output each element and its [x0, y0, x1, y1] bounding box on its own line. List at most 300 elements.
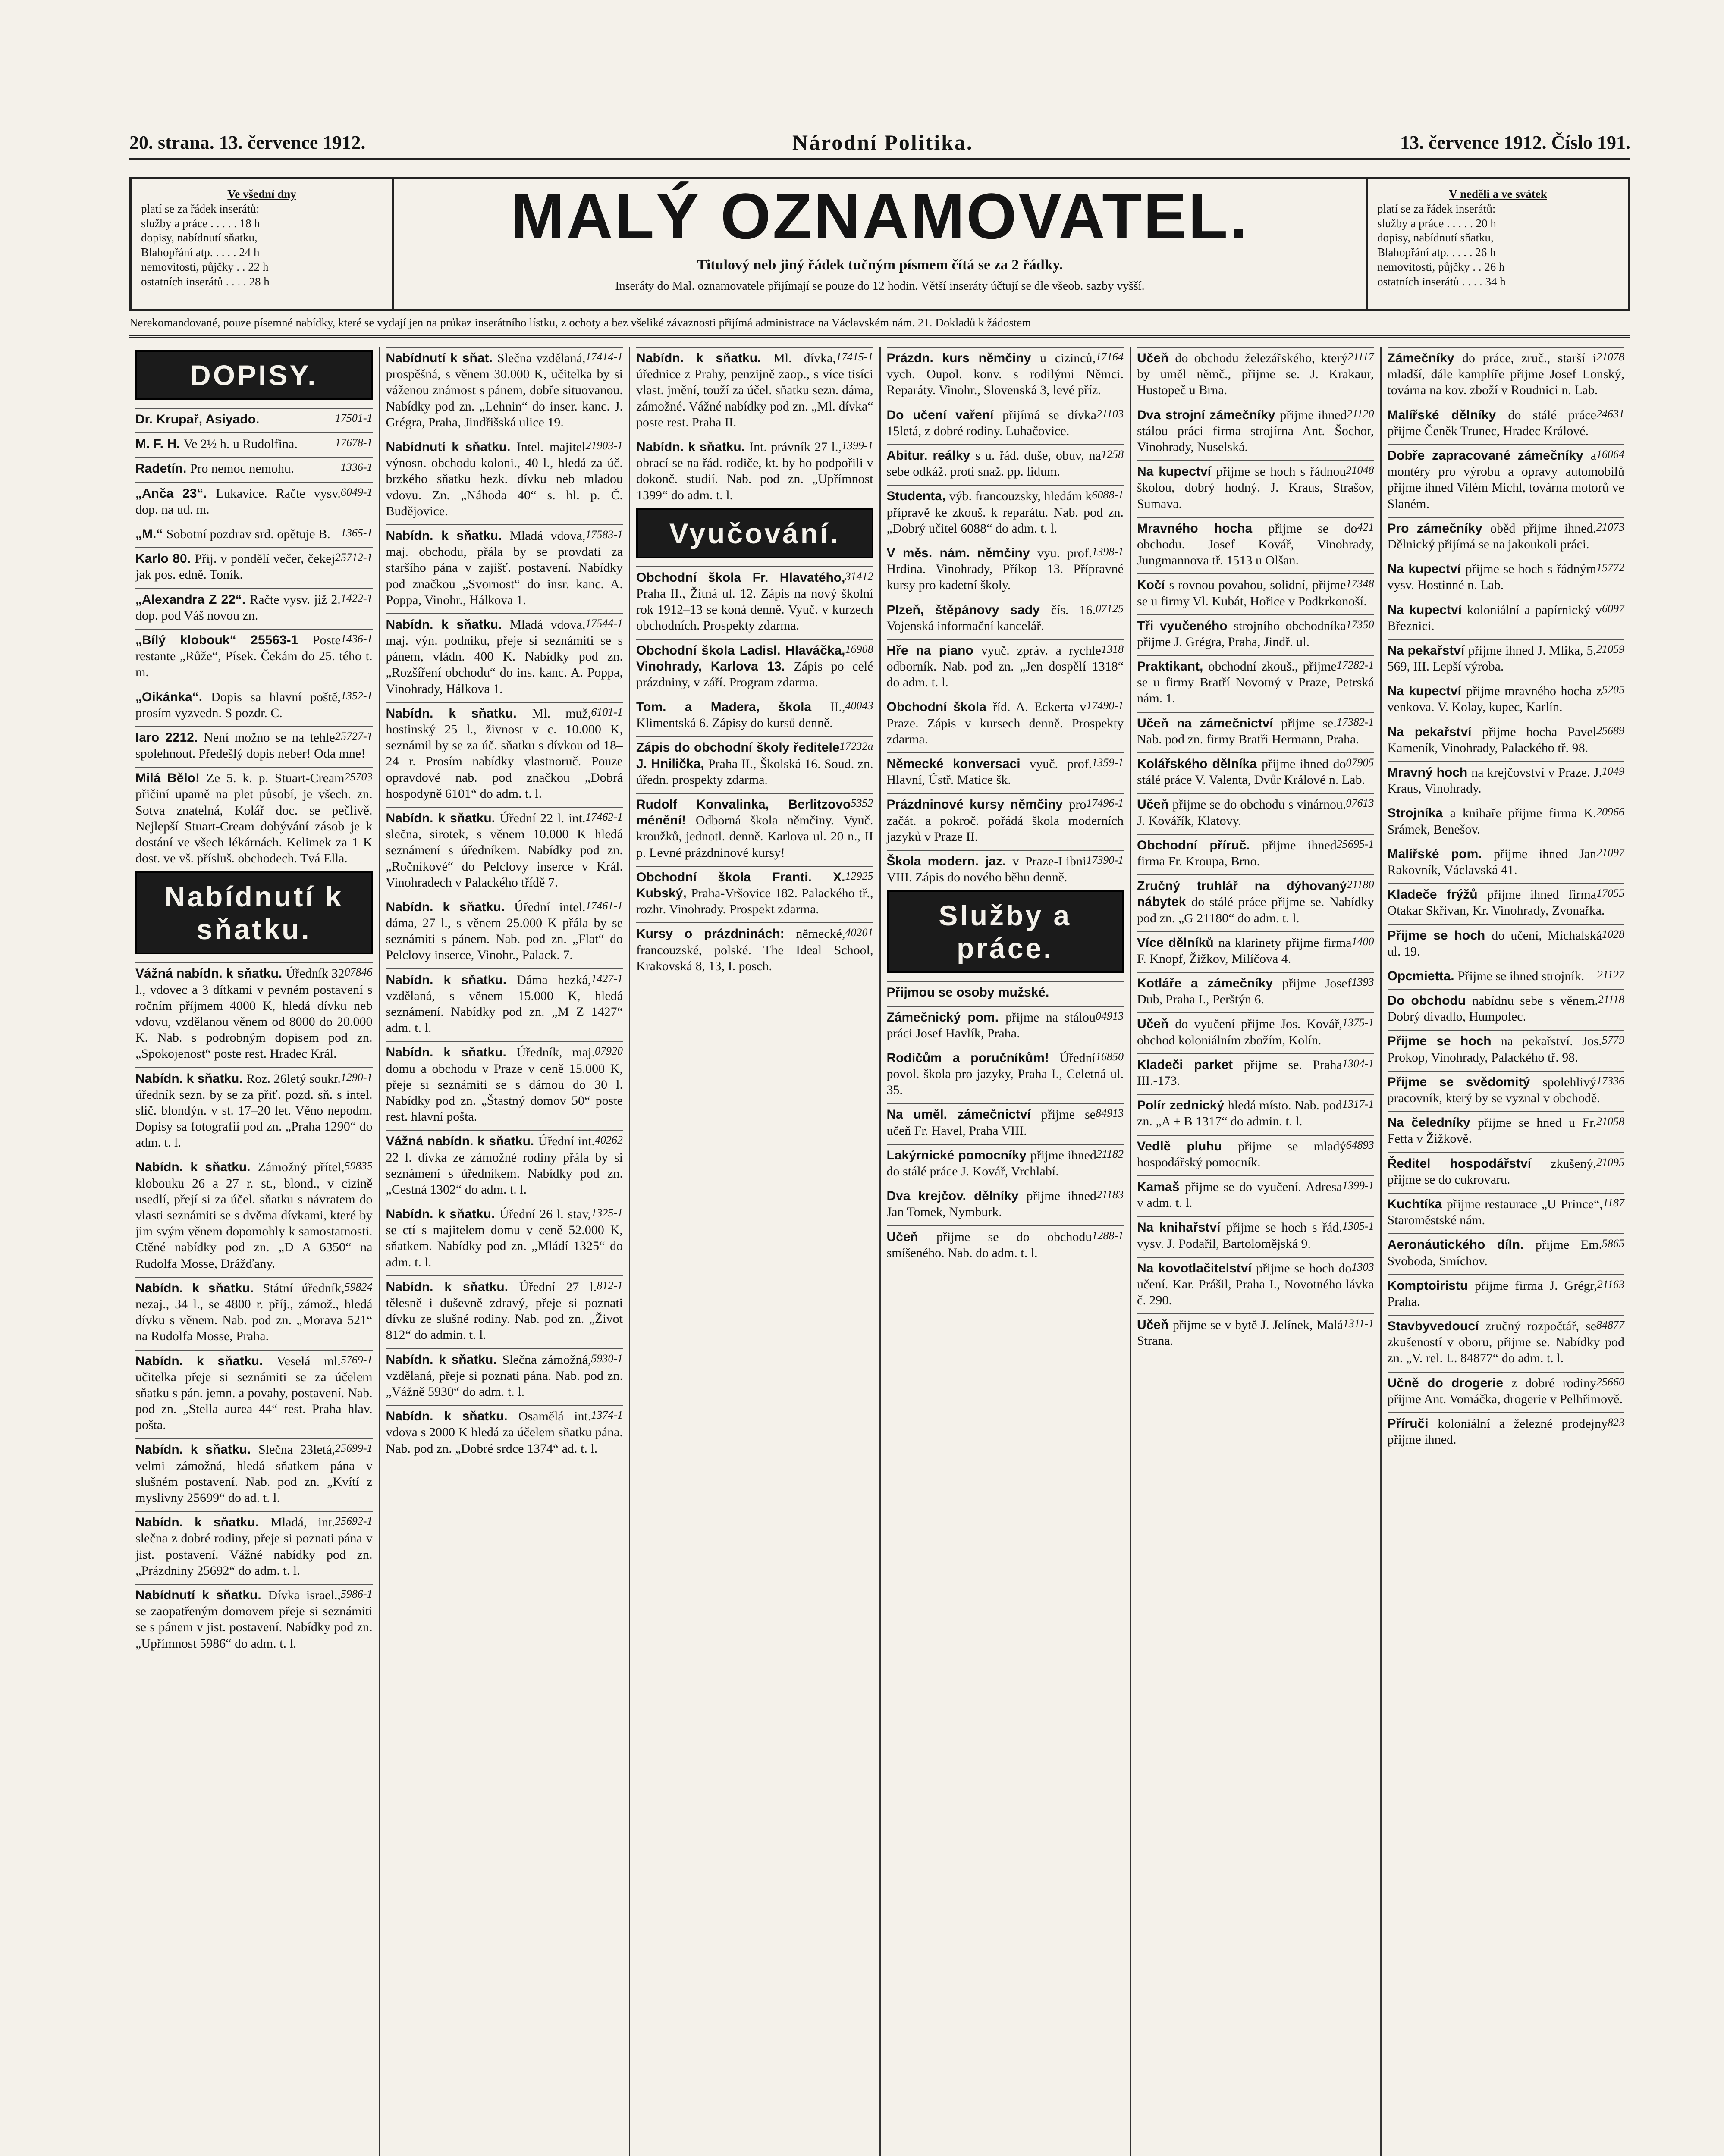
ad-number: 1305-1	[1342, 1220, 1374, 1233]
classified-ad	[135, 1350, 373, 1433]
ad-heading: Vedlě pluhu	[1137, 1139, 1238, 1153]
ad-text: Slečna vzdělaná, prospěšná, s věnem 30.000 K, učitelka by si váženou známost s pánem, dobře situovanou. Nabídky pod zn. „Lehnin“ do inser. kanc. J. Grégra, Praha, Jindřišská ulice 19.	[386, 351, 623, 429]
classified-ad	[1137, 1012, 1374, 1048]
classified-ad	[1388, 347, 1625, 398]
ad-text: přijme ihned do stálé práce V. Valenta, Dvůr Králové n. Lab.	[1137, 757, 1365, 787]
ad-number: 17055	[1596, 887, 1624, 900]
ad-text: Poste restante „Růže“, Písek. Čekám do 25. tého t. m.	[135, 633, 373, 680]
ad-text: Úřední int. 22 l. dívka ze zámožné rodiny přála by si seznámení s úředníkem. Nabídky pod zn. „Cestná 1302“ do adm. t. l.	[386, 1134, 623, 1197]
ad-heading: Dva krejčov. dělníky	[886, 1189, 1027, 1203]
ad-heading: Na kupectví	[1387, 602, 1467, 617]
classified-ad	[1388, 1315, 1625, 1366]
ad-heading: Německé konversaci	[886, 757, 1030, 771]
ad-number: 1374-1	[591, 1409, 623, 1422]
ad-heading: Učeň na zámečnictví	[1137, 716, 1281, 730]
classified-ad	[887, 444, 1124, 479]
ad-text: čís. 16. Vojenská informační kancelář.	[886, 602, 1096, 633]
ad-number: 21095	[1596, 1156, 1624, 1169]
rates-holiday-head: V neděli a ve svátek	[1449, 188, 1547, 201]
ad-number: 25689	[1596, 724, 1624, 737]
ad-text: Int. právník 27 l., obrací se na řád. rodiče, kt. by ho podpořili v dokonč. studií. Nab. pod zn. „Upřímnost 1399“ do adm. t. l.	[636, 440, 873, 502]
ad-number: 25695-1	[1336, 837, 1374, 850]
ad-text: II., Klimentská 6. Zápisy do kursů denně.	[636, 700, 845, 730]
ad-text: s rovnou povahou, solidní, přijme se u firmy Vl. Kubát, Hořice v Podkrkonoší.	[1137, 578, 1367, 608]
ad-heading: Vážná nabídn. k sňatku.	[135, 966, 286, 981]
ad-text: Státní úředník, nezaj., 34 l., se 4800 r. příj., zámož., hledá dívku s věnem. Nab. pod zn. „Morava 521“ na Rudolfa Mosse, Praha.	[135, 1281, 373, 1344]
ad-text: do učení, Michalská ul. 19.	[1387, 928, 1602, 959]
ad-heading: Mravný hoch	[1387, 765, 1472, 780]
ad-heading: „M.“	[135, 527, 166, 542]
rates-holiday-line: nemovitosti, půjčky . . 26 h	[1377, 260, 1505, 273]
ad-heading: Na knihařství	[1137, 1220, 1226, 1235]
ad-number: 17382-1	[1336, 715, 1374, 728]
ad-heading: Kamaš	[1137, 1179, 1185, 1194]
ad-number: 1365-1	[340, 526, 373, 539]
ad-text: přijme ihned firma Fr. Kroupa, Brno.	[1137, 838, 1337, 868]
ad-text: přijme se v bytě J. Jelínek, Malá Strana.	[1137, 1318, 1343, 1348]
ad-text: pro začát. a pokroč. pořádá škola moderních jazyků v Praze II.	[886, 797, 1124, 844]
ad-text: přijme se do obchodu smíšeného. Nab. do adm. t. l.	[886, 1229, 1092, 1260]
classified-ad	[1137, 614, 1374, 650]
ad-heading: Nabídn. k sňatku.	[636, 351, 774, 366]
ad-heading: Opcmietta.	[1387, 968, 1458, 983]
ad-heading: Zručný truhlář na dýhovaný nábytek	[1137, 879, 1347, 909]
ad-text: přijme hocha Pavel Kameník, Vinohrady, Palackého tř. 98.	[1387, 724, 1596, 755]
classified-ad	[636, 566, 873, 634]
classified-ad	[887, 981, 1124, 1000]
classified-ad	[887, 1006, 1124, 1041]
ad-heading: Nabídn. k sňatku.	[386, 617, 510, 632]
ad-heading: Kočí	[1137, 578, 1169, 592]
ad-heading: Na kupectví	[1137, 464, 1216, 479]
ad-column	[1382, 347, 1631, 2156]
ad-text: vyu. prof. Hrdina. Vinohrady, Příkop 13. Přípravné kursy pro kadetní školy.	[886, 545, 1124, 592]
classified-ad	[135, 1438, 373, 1506]
ad-number: 6101-1	[591, 705, 623, 718]
classified-ad	[1137, 460, 1374, 512]
ad-text: Zámožný přítel, klobouku 26 a 27 r. st., blond., v cizině usedlí, přejí si za účel. sňatku s návratem do vlasti seznámiti se s dvěma dívkami, které by jim svým věnem dopomohly k samostatnosti. Ctěné nabídky pod zn. „D A 6350“ na Rudolfa Mosse, Drážďany.	[135, 1160, 373, 1271]
ad-heading: Aeronáutického díln.	[1387, 1238, 1536, 1252]
ad-text: Úřední povol. škola pro jazyky, Praha I., Celetná ul. 35.	[886, 1050, 1124, 1097]
ad-text: Zápis po celé prázdniny, v září. Program zdarma.	[636, 659, 873, 689]
ad-number: 1187	[1602, 1196, 1624, 1209]
ad-number: 21180	[1347, 878, 1374, 891]
ad-text: a montéry pro výrobu a opravy automobilů přijme ihned Vilém Michl, továrna motorů ve Slaném.	[1387, 448, 1624, 511]
ad-text: v Praze-Libni VIII. Zápis do nového běhu denně.	[886, 854, 1087, 885]
ad-text: Úřední 27 l. tělesně i duševně zdravý, přeje si poznati dívku ze slušné rodiny. Nab. pod zn. „Život 812“ do admin. t. l.	[386, 1279, 623, 1342]
running-header	[129, 129, 1630, 160]
classified-ad	[135, 432, 373, 452]
ad-heading: Rodičům a poručníkům!	[886, 1050, 1060, 1065]
ad-text: výb. francouzsky, hledám k přípravě ke zkouš. k reparátu. Nab. pod zn. „Dobrý učitel 6088“ do adm. t. l.	[886, 489, 1124, 536]
ad-number: 40043	[845, 699, 873, 712]
classified-ad	[135, 629, 373, 680]
ad-text: na pekařství. Jos. Prokop, Vinohrady, Palackého tř. 98.	[1387, 1034, 1602, 1065]
masthead-center	[394, 179, 1366, 309]
ad-number: 1303	[1351, 1260, 1374, 1273]
ad-heading: Nabídn. k sňatku.	[135, 1281, 263, 1295]
ad-number: 1427-1	[591, 972, 623, 985]
ad-number: 25660	[1596, 1375, 1624, 1388]
ad-text: říd. A. Eckerta v Praze. Zápis v kursech denně. Prospekty zdarma.	[886, 700, 1124, 746]
ad-text: Sobotní pozdrav srd. opětuje B.	[166, 527, 330, 542]
ad-column	[881, 347, 1131, 2156]
rates-holiday	[1366, 179, 1628, 309]
classified-ad	[887, 485, 1124, 536]
ad-number: 07125	[1096, 602, 1124, 615]
classified-ad	[1388, 1372, 1625, 1407]
ad-number: 21903-1	[585, 439, 623, 452]
ad-heading: Prázdninové kursy němčiny	[886, 797, 1069, 812]
ad-number: 17415-1	[835, 351, 873, 364]
header-left: 20. strana. 13. července 1912.	[129, 132, 366, 153]
ad-heading: Nabídn. k sňatku.	[135, 1354, 277, 1368]
ad-text: a knihaře přijme firma K. Srámek, Benešov.	[1387, 806, 1597, 837]
ad-text: přijme se hned u Fr. Fetta v Žižkově.	[1387, 1116, 1597, 1146]
ad-heading: Obchodní škola	[886, 700, 993, 714]
ad-number: 1399-1	[841, 439, 873, 452]
classified-ad	[135, 547, 373, 583]
classified-ad	[1137, 972, 1374, 1007]
ad-number: 07920	[595, 1045, 623, 1058]
ad-text: Pro nemoc nemohu.	[190, 461, 294, 476]
ad-heading: Na uměl. zámečnictví	[886, 1107, 1041, 1122]
masthead-note: Inseráty do Mal. oznamovatele přijímají se pouze do 12 hodin. Větší inseráty účtují se dle všeob. sazby vyšší.	[615, 279, 1145, 293]
ad-number: 1304-1	[1342, 1057, 1374, 1070]
ad-text: přijímá se dívka 15letá, z dobré rodiny. Luhačovice.	[886, 407, 1096, 438]
ad-heading: Do učení vaření	[886, 407, 1003, 422]
classified-ad	[386, 702, 623, 802]
ad-text: strojního obchodníka přijme J. Grégra, Praha, Jindř. ul.	[1137, 618, 1346, 649]
ad-text: Ml. dívka, úřednice z Prahy, penzijně zaop., s více tisíci vlast. jmění, touží za účel. sňatku sezn. dáma, zámožné. Vážné nabídky pod zn. „Ml. dívka“ poste rest. Praha II.	[636, 351, 873, 429]
ad-text: Ml. muž, hostinský 25 l., živnost v c. 10.000 K, seznámil by se za úč. sňatku s dívkou od 18–24 r. Prosím nabídky vlastnoruč. Pouze opravdové nab. pod značkou „Dobrá hospodyně 6101“ do adm. t. l.	[386, 706, 623, 801]
ad-number: 07846	[344, 966, 373, 979]
ad-number: 1258	[1101, 448, 1124, 461]
rates-weekday-line: služby a práce . . . . . 18 h	[141, 216, 260, 230]
classified-ad	[1137, 1257, 1374, 1309]
classified-ad	[887, 752, 1124, 788]
rates-holiday-line: služby a práce . . . . . 20 h	[1377, 216, 1496, 230]
ad-text: přijme Josef Dub, Praha I., Perštýn 6.	[1137, 976, 1352, 1007]
classified-ad	[887, 793, 1124, 845]
ad-text: oběd přijme ihned. Dělnický přijímá se na jakoukoli práci.	[1387, 521, 1596, 552]
classified-ad	[386, 1275, 623, 1343]
ad-heading: Dva strojní zámečníky	[1137, 407, 1280, 422]
classified-ad	[887, 850, 1124, 885]
classified-ad	[636, 696, 873, 731]
ad-number: 1290-1	[340, 1071, 373, 1084]
ad-number: 17490-1	[1086, 699, 1124, 712]
masthead-subtitle: Titulový neb jiný řádek tučným písmem čítá se za 2 řádky.	[697, 257, 1063, 273]
classified-ad	[1388, 1030, 1625, 1065]
ad-text: přijme ihned J. Mlika, 5. 569, III. Lepší výroba.	[1387, 643, 1596, 674]
classified-ad	[1388, 1111, 1625, 1147]
ad-text: přijme restaurace „U Prince“, Staroměstské nám.	[1387, 1197, 1603, 1228]
ad-heading: Tom. a Madera, škola	[636, 700, 830, 714]
ad-heading: Nabídn. k sňatku.	[386, 899, 515, 914]
classified-ad	[386, 1348, 623, 1400]
ad-text: s u. řád. duše, obuv, na sebe odkáž. proti snaž. pp. lidum.	[886, 448, 1101, 479]
rates-holiday-line: Blahopřání atp. . . . . 26 h	[1377, 246, 1496, 259]
ad-heading: Nabídn. k sňatku.	[386, 1279, 519, 1294]
classified-ad	[1388, 1152, 1625, 1188]
classified-ad	[1388, 721, 1625, 756]
ad-number: 24631	[1596, 407, 1624, 420]
ad-number: 17544-1	[585, 617, 623, 630]
ad-text: Přij. v pondělí večer, čekej jak pos. edně. Toník.	[135, 552, 335, 582]
classified-ad	[1137, 1135, 1374, 1170]
ad-heading: Více dělníků	[1137, 935, 1218, 950]
ad-heading: Nabídn. k sňatku.	[386, 1045, 517, 1060]
ad-text: obchodní zkouš., přijme se u firmy Bratří Novotný v Praze, Petrská nám. 1.	[1137, 659, 1374, 706]
ad-text: nabídnu sebe s věnem. Dobrý divadlo, Humpolec.	[1387, 993, 1598, 1024]
ad-number: 5930-1	[591, 1352, 623, 1365]
rates-holiday-line: dopisy, nabídnutí sňatku,	[1377, 231, 1494, 244]
ad-number: 21103	[1096, 407, 1124, 420]
ad-heading: Na kupectví	[1387, 684, 1466, 699]
ad-number: 64893	[1346, 1138, 1374, 1151]
classified-ad	[135, 686, 373, 721]
ad-text: přijme se do obchodu s vinárnou. J. Kovářík, Klatovy.	[1137, 797, 1346, 828]
masthead	[129, 177, 1630, 311]
ad-number: 15772	[1596, 561, 1624, 574]
classified-ad	[1388, 1233, 1625, 1269]
classified-ad	[386, 1130, 623, 1197]
ad-heading: Nabídn. k sňatku.	[386, 1352, 502, 1367]
ad-heading: Nabídn. k sňatku.	[135, 1442, 259, 1457]
classified-ad	[1388, 599, 1625, 634]
ad-number: 21059	[1596, 642, 1624, 655]
ad-text: Přijme se ihned strojník.	[1457, 968, 1585, 983]
classified-ad	[1388, 883, 1625, 918]
ad-number: 17336	[1596, 1074, 1624, 1087]
ad-text: Slečna 23letá, velmi zámožná, hledá sňatkem pána v slušném postavení. Nab. pod zn. „Kvítí z myslivny 25699“ do ad. t. l.	[135, 1442, 373, 1505]
ad-text: Dopis sa hlavní poště, prosím vyzvedn. S pozdr. C.	[135, 689, 341, 720]
classified-ad	[636, 793, 873, 861]
classified-ad	[887, 1144, 1124, 1179]
ad-text: přijme se hoch s řádnou školou, dobrý hodný. J. Kraus, Strašov, Sumava.	[1137, 464, 1374, 511]
ad-heading: Mravného hocha	[1137, 521, 1269, 536]
rates-weekday	[132, 179, 394, 309]
ad-heading: Studenta,	[886, 489, 949, 504]
ad-number: 20966	[1596, 805, 1624, 818]
ad-text: přijme se do vyučení. Adresa v adm. t. l.	[1137, 1179, 1342, 1210]
ad-text: koloniální a železné prodejny přijme ihned.	[1387, 1416, 1608, 1447]
ad-number: 1359-1	[1092, 756, 1124, 769]
ad-number: 6049-1	[340, 486, 373, 498]
ad-heading: Radetín.	[135, 461, 190, 476]
ad-number: 21163	[1597, 1278, 1624, 1291]
ad-text: přijme firma J. Grégr, Praha.	[1387, 1278, 1597, 1309]
classified-ad	[1137, 1175, 1374, 1211]
ad-number: 17462-1	[585, 810, 623, 823]
ad-number: 40262	[595, 1134, 623, 1147]
classified-ad	[1137, 1053, 1374, 1089]
ad-number: 5205	[1602, 683, 1624, 696]
rates-holiday-line: ostatních inserátů . . . . 34 h	[1377, 275, 1506, 288]
ad-number: 40201	[845, 926, 873, 939]
ad-heading: Příruči	[1387, 1416, 1438, 1431]
section-heading: Vyučování.	[636, 508, 873, 558]
classified-ad	[1137, 573, 1374, 609]
ad-heading: Zámečnický pom.	[886, 1010, 1006, 1025]
classified-ad	[135, 1584, 373, 1651]
ad-heading: Polír zednický	[1137, 1098, 1228, 1113]
ad-heading: Kladeče frýžů	[1387, 887, 1487, 902]
classified-ad	[1137, 1094, 1374, 1129]
classified-ad	[887, 347, 1124, 398]
ad-number: 1400	[1351, 935, 1374, 948]
ad-text: do stálé práce přijme Čeněk Trunec, Hradec Králové.	[1387, 407, 1596, 438]
ad-text: Praha II., Školská 16. Soud. zn. úředn. prospekty zdarma.	[636, 756, 873, 787]
ad-text: na klarinety přijme firma F. Knopf, Žižkov, Milíčova 4.	[1137, 935, 1352, 966]
ad-text: Není možno se na tehle spolehnout. Předešlý dopis neber! Oda mne!	[135, 730, 366, 761]
ad-heading: Obchodní příruč.	[1137, 838, 1262, 852]
header-right: 13. července 1912. Číslo 191.	[1400, 132, 1630, 153]
ad-text: Dívka israel., se zaopatřeným domovem přeje si seznámiti se s pánem v jist. postavení. Nabídky pod zn. „Upřímnost 5986“ do adm. t. l.	[135, 1588, 373, 1651]
classified-ad	[1137, 517, 1374, 569]
ad-number: 1422-1	[340, 592, 373, 605]
classified-ad	[386, 1405, 623, 1457]
ad-heading: Na kupectví	[1387, 562, 1466, 577]
classified-ad	[1388, 1412, 1625, 1448]
ad-text: Dáma hezká, vzdělaná, s věnem 15.000 K, hledá seznámení. Nabídky pod zn. „M Z 1427“ adm. t. l.	[386, 972, 623, 1035]
ad-heading: Obchodní škola Ladisl. Hlaváčka, Vinohrady, Karlova 13.	[636, 643, 845, 674]
ad-heading: Nabídn. k sňatku.	[386, 706, 532, 721]
classified-ad	[135, 408, 373, 427]
ad-number: 1393	[1351, 976, 1374, 989]
classified-ad	[1388, 761, 1625, 796]
ad-text: přijme se mladý hospodářský pomocník.	[1137, 1139, 1346, 1169]
classified-ad	[887, 1047, 1124, 1098]
ad-number: 25692-1	[335, 1515, 373, 1528]
ad-text: přijme se hoch do učení. Kar. Prášil, Praha I., Novotného lávka č. 290.	[1137, 1261, 1374, 1308]
ad-number: 17583-1	[585, 528, 623, 541]
classified-ad	[135, 588, 373, 624]
ad-heading: Ředitel hospodářství	[1387, 1156, 1551, 1171]
ad-heading: Rudolf Konvalinka, Berlitzovo ménění!	[636, 797, 851, 828]
ad-heading: Učeň	[1137, 1318, 1173, 1332]
ad-number: 21120	[1347, 407, 1374, 420]
ad-heading: „Alexandra Z 22“.	[135, 592, 250, 607]
ad-number: 5779	[1602, 1034, 1624, 1047]
ad-heading: Obchodní škola Franti. X. Kubský,	[636, 870, 845, 900]
ad-text: Roz. 26letý soukr. úředník sezn. by se za přiť. pozd. sň. s intel. slič. blondýn. v st. 17–20 let. Věno nepodm. Dopisy sa fotografií pod zn. „Praha 1290“ do adm. t. l.	[135, 1071, 373, 1150]
classified-ad	[386, 524, 623, 608]
ad-text: přijme se hoch s řád. vysv. J. Podařil, Bartolomějská 9.	[1137, 1220, 1342, 1251]
ad-text: do vyučení přijme Jos. Kovář, obchod koloniálním zbožím, Kolín.	[1137, 1017, 1342, 1047]
ad-number: 21073	[1596, 520, 1624, 533]
ad-number: 31412	[845, 570, 873, 583]
ad-heading: Strojníka	[1387, 806, 1450, 821]
ad-number: 84877	[1596, 1319, 1624, 1332]
classified-ad	[135, 523, 373, 542]
ad-number: 5865	[1602, 1237, 1624, 1250]
classified-ad	[636, 347, 873, 430]
classified-ad	[887, 1103, 1124, 1138]
ad-text: přijme mravného hocha z venkova. V. Kolay, kupec, Karlín.	[1387, 684, 1602, 714]
classified-ad	[1137, 793, 1374, 828]
ad-heading: Stavbyvedoucí	[1387, 1319, 1485, 1334]
classified-ad	[887, 639, 1124, 691]
ad-text: na krejčovství v Praze. J. Kraus, Vinohrady.	[1387, 765, 1602, 796]
ad-number: 17390-1	[1086, 853, 1124, 866]
classified-ad	[135, 482, 373, 517]
ad-text: hledá místo. Nab. pod zn. „A + B 1317“ do admin. t. l.	[1137, 1098, 1342, 1129]
ad-number: 07905	[1346, 756, 1374, 769]
ad-number: 5986-1	[340, 1587, 373, 1600]
classified-ad	[135, 1156, 373, 1271]
ad-heading: Nabídn. k sňatku.	[135, 1071, 247, 1086]
newspaper-page	[129, 129, 1630, 2156]
ad-number: 17282-1	[1336, 659, 1374, 672]
ad-heading: Nabídnutí k sňat.	[386, 351, 497, 366]
ad-heading: Nabídn. k sňatku.	[135, 1515, 271, 1530]
ad-heading: Nabídn. k sňatku.	[386, 972, 517, 987]
classified-ad	[1388, 639, 1625, 674]
ad-heading: Dobře zapracované zámečníky	[1387, 448, 1591, 463]
ad-heading: Učeň	[886, 1229, 936, 1244]
classified-ad	[386, 1203, 623, 1270]
ad-number: 21058	[1596, 1115, 1624, 1128]
ad-heading: Milá Bělo!	[135, 771, 207, 786]
ad-heading: Lakýrnické pomocníky	[886, 1148, 1030, 1163]
ad-heading: Kursy o prázdninách:	[636, 927, 796, 941]
header-center: Národní Politika.	[792, 130, 973, 154]
classified-ad	[1388, 517, 1625, 552]
ad-number: 421	[1357, 520, 1374, 533]
ad-number: 17414-1	[585, 351, 623, 364]
ad-heading: Vážná nabídn. k sňatku.	[386, 1134, 538, 1149]
classified-ad	[386, 968, 623, 1036]
section-heading: Nabídnutí k sňatku.	[135, 871, 373, 954]
ad-heading: Komptoiristu	[1387, 1278, 1475, 1293]
ad-number: 84913	[1096, 1107, 1124, 1120]
ad-number: 1311-1	[1343, 1317, 1374, 1330]
ad-heading: Malířské pom.	[1387, 846, 1494, 861]
classified-ad	[1388, 802, 1625, 837]
ad-heading: Praktikant,	[1137, 659, 1209, 674]
ad-heading: V měs. nám. němčiny	[886, 545, 1037, 560]
ad-heading: Kotláře a zámečníky	[1137, 976, 1282, 991]
classified-ad	[887, 542, 1124, 593]
classified-columns	[129, 347, 1630, 2156]
ad-number: 1288-1	[1092, 1229, 1124, 1242]
ad-heading: Na čeledníky	[1387, 1116, 1478, 1130]
ad-number: 04913	[1096, 1009, 1124, 1022]
ad-number: 17461-1	[585, 899, 623, 912]
ad-number: 21118	[1598, 993, 1624, 1006]
ad-number: 1352-1	[340, 689, 373, 702]
ad-text: Praha II., Žitná ul. 12. Zápis na nový školní rok 1912–13 se koná denně. Vyuč. v kurzech obchodních. Prospekty zdarma.	[636, 586, 873, 633]
classified-ad	[1137, 655, 1374, 707]
ad-heading: Dr. Krupař, Asiyado.	[135, 412, 260, 427]
ad-text: Úřední 26 l. stav, se ctí s majitelem domu v ceně 52.000 K, sňatkem. Nabídky pod zn. „Mládí 1325“ do adm. t. l.	[386, 1207, 623, 1269]
ad-column	[380, 347, 631, 2156]
ad-number: 1436-1	[340, 632, 373, 645]
ad-number: 21117	[1347, 351, 1374, 364]
ad-number: 21127	[1597, 968, 1624, 981]
classified-ad	[135, 1277, 373, 1344]
ad-number: 59835	[344, 1159, 373, 1172]
ad-text: přijme ihned firma Otakar Skřivan, Kr. Vinohrady, Zvonařka.	[1387, 887, 1605, 918]
classified-ad	[386, 613, 623, 697]
rates-weekday-line: dopisy, nabídnutí sňatku,	[141, 231, 258, 244]
rates-weekday-line: Blahopřání atp. . . . . 24 h	[141, 246, 260, 259]
classified-ad	[887, 1225, 1124, 1261]
classified-ad	[1388, 1274, 1625, 1310]
classified-ad	[386, 807, 623, 890]
